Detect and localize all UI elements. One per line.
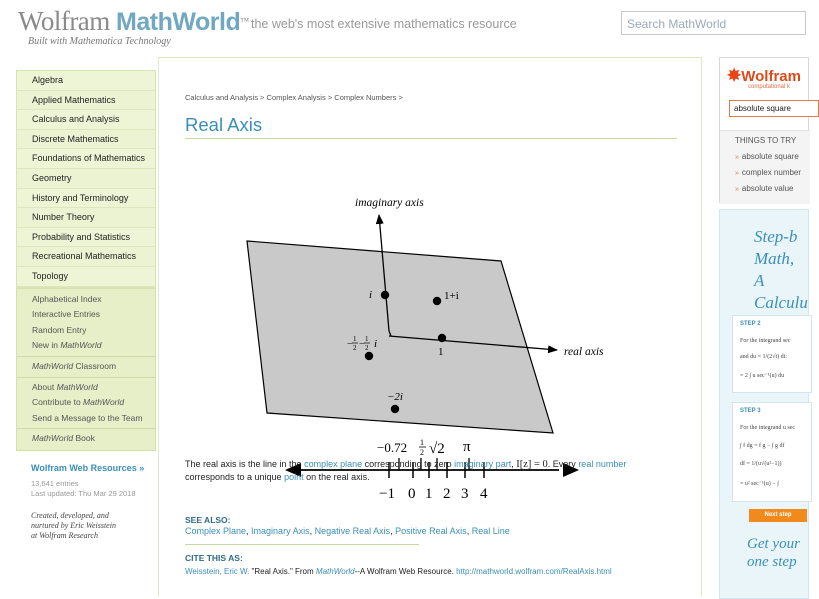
desc-text-4: . Every <box>547 459 579 469</box>
sidebar-link-contribute[interactable] <box>17 395 155 411</box>
breadcrumb-separator: > <box>325 93 335 102</box>
point-neg-half-num: 1 <box>353 335 357 343</box>
see-also-real-line[interactable]: Real Line <box>471 526 510 536</box>
wolfram-web-resources-link[interactable]: Wolfram Web Resources » <box>31 462 145 473</box>
main-content <box>158 57 702 597</box>
label-half-den: 2 <box>420 448 424 457</box>
point-neg-2i-label: −2i <box>387 391 403 403</box>
new-in-prefix: New in <box>32 340 61 351</box>
link-point[interactable]: point <box>284 472 304 482</box>
cite-tail: --A Wolfram Web Resource. <box>354 567 457 576</box>
last-updated-text: Last updated: Thu Mar 29 2018 <box>31 488 136 498</box>
topic-nav <box>16 70 156 288</box>
see-also-complex-plane[interactable]: Complex Plane <box>185 526 247 536</box>
breadcrumb-separator: > <box>396 93 403 102</box>
classroom-suffix: Classroom <box>73 360 117 371</box>
book-mathworld: MathWorld <box>32 433 74 444</box>
sidebar-item-probability[interactable]: Probability and Statistics <box>17 228 155 248</box>
sidebar-item-calculus-and-analysis[interactable]: Calculus and Analysis <box>17 110 155 130</box>
imaginary-axis-label: imaginary axis <box>355 197 424 209</box>
get-your-line-1: Get your <box>747 536 800 552</box>
cite-heading: CITE THIS AS: <box>185 553 243 563</box>
breadcrumb-separator: > <box>257 93 267 102</box>
credit-line-2: nurtured by Eric Weisstein <box>31 520 116 530</box>
sidebar-item-recreational[interactable]: Recreational Mathematics <box>17 247 155 267</box>
sidebar-item-geometry[interactable]: Geometry <box>17 169 155 189</box>
book-suffix: Book <box>73 433 95 444</box>
sidebar <box>16 70 156 541</box>
logo-mathworld-text: MathWorld <box>116 8 241 36</box>
point-neg-half-label-minus: − <box>347 339 353 350</box>
get-your-text <box>747 535 800 571</box>
try-absolute-square[interactable]: » absolute square <box>735 152 799 161</box>
divider <box>17 356 155 357</box>
cite-mathworld-link[interactable] <box>316 567 355 576</box>
point-neg-half-label-minus-2: − <box>359 339 365 350</box>
mathworld-logo[interactable] <box>18 6 249 37</box>
new-in-mathworld: MathWorld <box>60 340 102 351</box>
cite-author-link[interactable]: Weisstein, Eric W. <box>185 567 250 576</box>
step-3-line-4: = u² sec⁻¹(u) − ∫ <box>740 481 779 487</box>
see-also-links: Complex Plane, Imaginary Axis, Negative Real Axis, Positive Real Axis, Real Line <box>185 526 510 536</box>
about-prefix: About <box>32 381 57 392</box>
step-2-card <box>732 315 812 393</box>
desc-text-3: , <box>511 459 517 469</box>
description-paragraph <box>185 458 665 484</box>
sidebar-item-applied-mathematics[interactable]: Applied Mathematics <box>17 91 155 111</box>
entries-text: 13,641 entries <box>31 478 79 488</box>
step-2-line-1: For the integrand sec <box>740 338 791 344</box>
label-half-num: 1 <box>420 438 424 447</box>
wolfram-alpha-logo[interactable] <box>727 66 801 86</box>
step-3-label: STEP 3 <box>740 408 761 414</box>
step-3-card <box>732 402 812 502</box>
sidebar-item-history[interactable]: History and Terminology <box>17 189 155 209</box>
page-title: Real Axis <box>185 114 263 135</box>
wolfram-alpha-subtitle: computational k <box>748 84 791 90</box>
step-ad-title <box>754 226 808 314</box>
divider <box>17 428 155 429</box>
step-ad-title-1: Step-b <box>754 227 798 246</box>
sidebar-item-number-theory[interactable]: Number Theory <box>17 208 155 228</box>
step-ad-title-2: Math, A <box>754 249 795 290</box>
tagline: the web's most extensive mathematics resource <box>251 17 517 31</box>
point-i-label: i <box>369 289 373 301</box>
link-complex-plane[interactable]: complex plane <box>304 459 363 469</box>
entry-count <box>31 479 156 499</box>
sidebar-link-about[interactable] <box>17 380 155 396</box>
desc-text-2: corresponding to zero <box>362 459 455 469</box>
wolfram-web-resources <box>16 463 156 541</box>
logo-subtitle: Built with Mathematica Technology <box>28 36 171 47</box>
sidebar-link-book[interactable] <box>17 431 155 447</box>
credit-text <box>31 511 156 541</box>
step-3-line-2: ∫ f dg = f g − ∫ g df <box>740 443 785 449</box>
try-complex-number[interactable]: » complex number <box>735 168 801 177</box>
sidebar-link-new-in-mathworld[interactable] <box>17 338 155 354</box>
point-1-label: 1 <box>438 346 444 358</box>
point-neg-half-label-i: i <box>374 338 378 350</box>
real-axis-label: real axis <box>564 346 604 358</box>
desc-text-6: on the real axis. <box>303 472 370 482</box>
point-neg-half-den: 2 <box>353 344 357 352</box>
sidebar-item-algebra[interactable]: Algebra <box>17 71 155 91</box>
breadcrumb-item-calculus[interactable]: Calculus and Analysis <box>185 93 258 102</box>
link-imaginary-part[interactable]: imaginary part <box>454 459 512 469</box>
label-4: 4 <box>480 486 488 502</box>
see-also-imaginary-axis[interactable]: Imaginary Axis <box>251 526 310 536</box>
breadcrumb-item-complex-numbers[interactable]: Complex Numbers <box>334 93 397 102</box>
right-column <box>719 57 809 597</box>
cite-mathworld: MathWorld <box>315 567 355 576</box>
point-neg-half-den-2: 2 <box>365 344 369 352</box>
contribute-prefix: Contribute to <box>32 397 84 408</box>
step-2-label: STEP 2 <box>740 321 761 327</box>
wolfram-star-icon: ✸ <box>727 66 742 85</box>
desc-text-5: corresponds to a unique <box>185 472 285 482</box>
contribute-mathworld: MathWorld <box>83 397 125 408</box>
sidebar-link-interactive-entries[interactable]: Interactive Entries <box>32 309 101 320</box>
cite-url-link[interactable]: http://mathworld.wolfram.com/RealAxis.html <box>456 567 612 576</box>
next-step-button[interactable]: Next step <box>749 509 807 522</box>
cite-mid: "Real Axis." From <box>249 567 316 576</box>
sidebar-item-topology[interactable]: Topology <box>17 267 155 287</box>
point-neg-half-num-2: 1 <box>365 335 369 343</box>
credit-line-3: at Wolfram Research <box>31 530 98 540</box>
about-mathworld: MathWorld <box>56 381 98 392</box>
step-2-line-3: = 2 ∫ u sec⁻¹(u) du <box>740 373 785 379</box>
step-3-line-3: df = 1/(u√(u²−1)) <box>740 461 782 467</box>
link-real-number[interactable]: real number <box>578 459 627 469</box>
sidebar-item-foundations[interactable]: Foundations of Mathematics <box>17 149 155 169</box>
label-neg1: −1 <box>379 486 395 502</box>
point-1-plus-i-label: 1+i <box>444 290 459 302</box>
step-3-line-1: For the integrand u sec <box>740 425 795 431</box>
label-1: 1 <box>425 486 433 502</box>
sidebar-link-send-message[interactable]: Send a Message to the Team <box>32 412 143 423</box>
desc-text-1: The real axis is the line in the <box>185 459 305 469</box>
sidebar-link-alphabetical-index[interactable]: Alphabetical Index <box>32 293 102 304</box>
utility-nav <box>16 288 156 451</box>
label-sqrt2: √2 <box>429 441 445 457</box>
see-also-divider <box>185 544 419 545</box>
breadcrumb-item-complex-analysis[interactable]: Complex Analysis <box>266 93 326 102</box>
logo-wolfram-text: Wolfram <box>18 6 110 36</box>
desc-math: I[z] = 0 <box>516 459 548 470</box>
label-2: 2 <box>443 486 451 502</box>
divider <box>17 377 155 378</box>
get-your-line-2: one step <box>747 554 797 570</box>
sidebar-item-discrete-mathematics[interactable]: Discrete Mathematics <box>17 130 155 150</box>
credit-line-1: Created, developed, and <box>31 510 109 520</box>
label-neg072: −0.72 <box>377 440 408 455</box>
wolfram-alpha-widget <box>719 57 809 203</box>
sidebar-link-random-entry[interactable]: Random Entry <box>32 324 87 335</box>
breadcrumb <box>185 93 403 102</box>
wolfram-alpha-logo-text: Wolfram <box>741 68 801 85</box>
label-0: 0 <box>408 486 416 502</box>
logo-trademark: ™ <box>240 16 249 26</box>
step-ad-title-3: Calculu <box>754 293 808 312</box>
things-to-try-heading: THINGS TO TRY <box>735 136 797 145</box>
wolfram-alpha-input[interactable]: absolute square <box>729 100 819 117</box>
things-to-try <box>720 130 810 204</box>
classroom-mathworld: MathWorld <box>32 360 74 371</box>
citation <box>185 567 612 576</box>
step-2-line-2: and du = 1/(2√t) dt: <box>740 354 788 360</box>
sidebar-link-classroom[interactable] <box>17 359 155 375</box>
see-also-heading: SEE ALSO: <box>185 515 231 525</box>
search-input[interactable]: Search MathWorld <box>621 11 806 35</box>
label-pi: π <box>463 439 471 455</box>
label-3: 3 <box>461 486 469 502</box>
see-also-negative-real-axis[interactable]: Negative Real Axis <box>314 526 391 536</box>
try-absolute-value[interactable]: » absolute value <box>735 184 794 193</box>
see-also-positive-real-axis[interactable]: Positive Real Axis <box>395 526 467 536</box>
header <box>0 0 800 52</box>
